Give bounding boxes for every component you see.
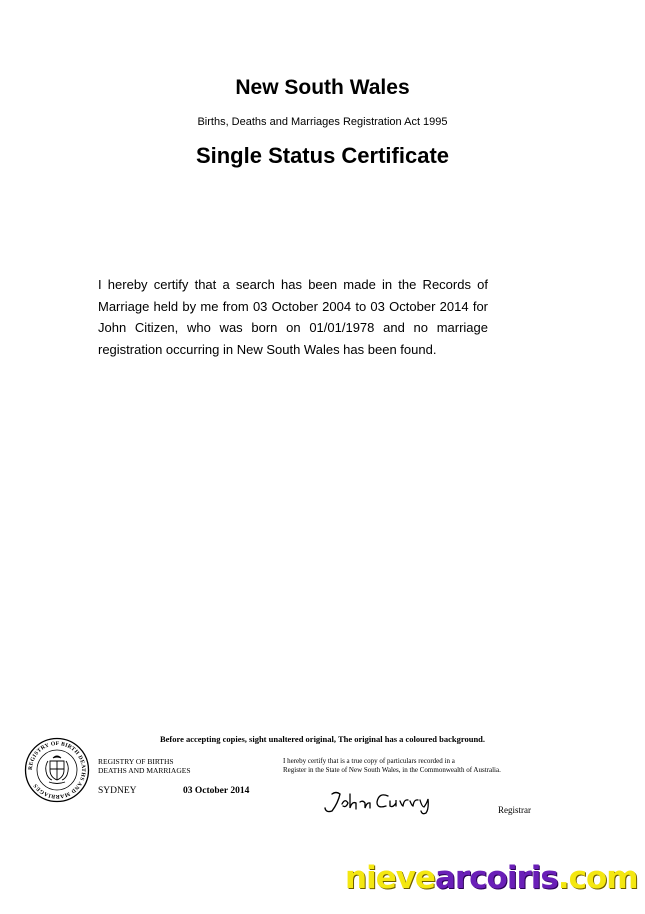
state-heading: New South Wales bbox=[235, 76, 410, 99]
registry-name bbox=[98, 757, 191, 775]
copy-certification bbox=[283, 757, 501, 775]
certification-paragraph: I hereby certify that a search has been made in the Records of Marriage held by me from 03 October 2004 to 03 October 2014 for John Citizen, who was born on 01/01/1978 and no marriage registration occurring in New South Wales has been found. bbox=[98, 277, 488, 357]
registrar-label: Registrar bbox=[498, 805, 531, 815]
site-watermark bbox=[345, 860, 638, 896]
copy-line-2: Register in the State of New South Wales, in the Commonwealth of Australia. bbox=[283, 766, 501, 774]
registry-seal bbox=[24, 737, 90, 803]
registry-line-2: DEATHS AND MARRIAGES bbox=[98, 766, 191, 775]
certificate-title: Single Status Certificate bbox=[195, 143, 450, 168]
registry-line-1: REGISTRY OF BIRTHS bbox=[98, 757, 174, 766]
issue-city: SYDNEY bbox=[98, 786, 137, 796]
watermark-part-2: arcoiris bbox=[434, 860, 558, 896]
copy-line-1: I hereby certify that is a true copy of particulars recorded in a bbox=[283, 757, 455, 765]
seal-ring-text: REGISTRY OF BIRTH DEATHS AND MARRIAGES bbox=[27, 740, 87, 800]
verification-notice: Before accepting copies, sight unaltered original, The original has a coloured background. bbox=[159, 734, 486, 744]
registrar-signature bbox=[322, 786, 447, 816]
issue-date: 03 October 2014 bbox=[183, 786, 250, 796]
act-subtitle: Births, Deaths and Marriages Registration Act 1995 bbox=[197, 116, 448, 128]
coat-of-arms-icon bbox=[46, 756, 69, 784]
watermark-part-1: nieve bbox=[345, 860, 435, 896]
watermark-part-3: .com bbox=[557, 860, 638, 896]
